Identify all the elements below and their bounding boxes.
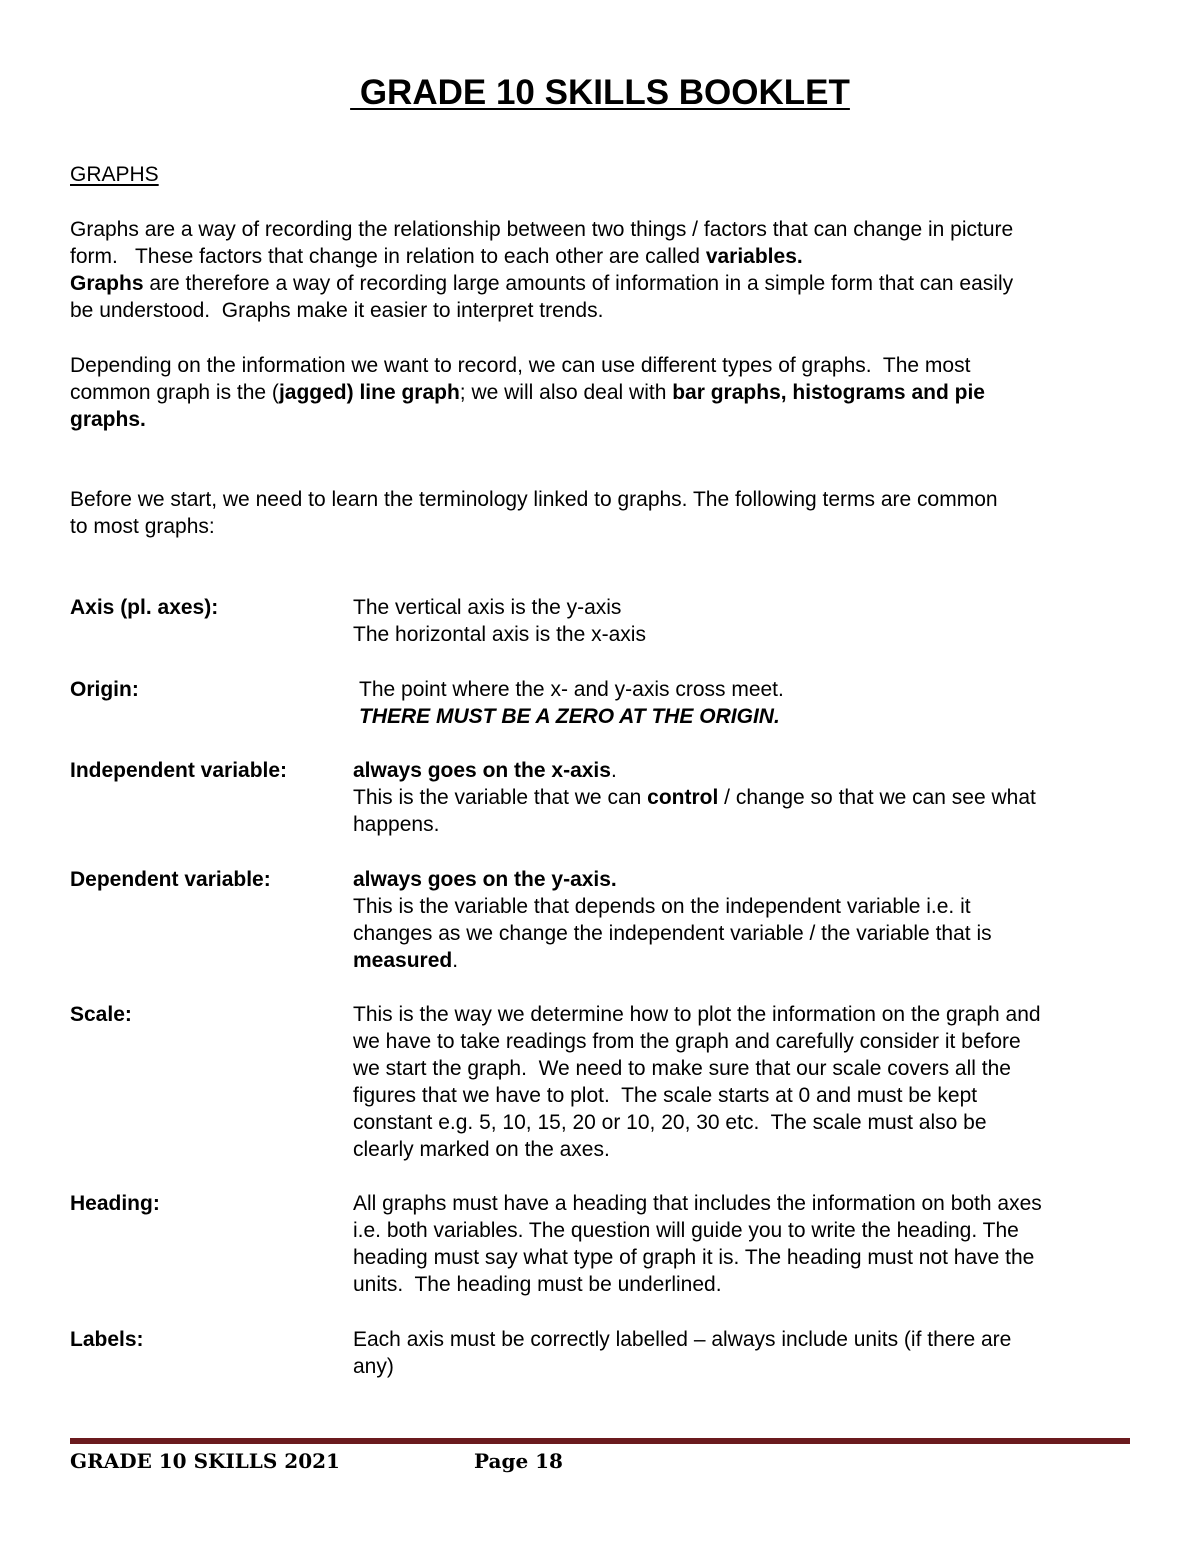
intro-p1-line2 [70,243,1150,270]
heading-line: heading must say what type of graph it is. The heading must not have the [353,1246,1035,1269]
scale-line: This is the way we determine how to plot the information on the graph and [353,1003,1041,1026]
intro-p3-line2-c: ; we will also deal with [459,381,673,404]
graphs-end-term: graphs. [70,408,146,431]
axis-line2: The horizontal axis is the x-axis [353,623,646,646]
term-origin: Origin: [70,678,139,701]
intro-p2-line1-text: are therefore a way of recording large amounts of information in a simple form that can easily [143,272,1014,295]
heading-line: i.e. both variables. The question will guide you to write the heading. The [353,1219,1019,1242]
term-labels: Labels: [70,1328,144,1351]
section-heading: GRAPHS [70,163,159,186]
footer-rule [70,1438,1130,1444]
variables-term: variables. [705,245,803,268]
dependent-line2: This is the variable that depends on the independent variable i.e. it [353,895,971,918]
intro-p2-line2: be understood. Graphs make it easier to interpret trends. [70,299,604,322]
term-axis: Axis (pl. axes): [70,596,219,619]
definition-independent-variable [353,757,1133,838]
definition-dependent-variable [353,866,1133,974]
intro-p2-line1 [70,270,1150,297]
intro-p4-line2: to most graphs: [70,515,215,538]
page-title: GRADE 10 SKILLS BOOKLET [350,73,850,112]
intro-paragraph-1 [70,216,1150,324]
intro-p3-line2-a: common graph is the ( [70,381,279,404]
independent-line1-rest: . [610,759,617,782]
independent-line2-post: / change so that we can see what [718,786,1036,809]
heading-line: All graphs must have a heading that includes the information on both axes [353,1192,1042,1215]
definition-heading [353,1190,1133,1298]
term-heading: Heading: [70,1192,160,1215]
measured-term: measured [353,949,453,972]
definition-scale [353,1001,1133,1163]
graph-types-term: bar graphs, histograms and pie [672,381,985,404]
scale-line: figures that we have to plot. The scale starts at 0 and must be kept [353,1084,978,1107]
labels-line: any) [353,1355,394,1378]
definition-origin [359,676,1139,730]
dependent-line3: changes as we change the independent variable / the variable that is [353,922,992,945]
control-term: control [647,786,719,809]
intro-p3-line1: Depending on the information we want to record, we can use different types of graphs. The most [70,354,971,377]
term-independent-variable: Independent variable: [70,759,288,782]
origin-line1: The point where the x- and y-axis cross meet. [359,678,784,701]
origin-line2: THERE MUST BE A ZERO AT THE ORIGIN. [359,705,780,728]
dependent-line1-bold: always goes on the y-axis. [353,868,617,891]
footer-page-number: Page 18 [474,1449,563,1473]
graphs-term: Graphs [70,272,144,295]
definition-labels [353,1326,1133,1380]
dependent-line1 [353,866,1133,893]
heading-line: units. The heading must be underlined. [353,1273,722,1296]
scale-line: constant e.g. 5, 10, 15, 20 or 10, 20, 30 etc. The scale must also be [353,1111,987,1134]
independent-line1-bold: always goes on the x-axis [353,759,611,782]
intro-paragraph-4 [70,486,1150,540]
independent-line3: happens. [353,813,440,836]
term-scale: Scale: [70,1003,132,1026]
intro-paragraph-3 [70,352,1150,433]
axis-line1: The vertical axis is the y-axis [353,596,622,619]
intro-p3-line3 [70,406,1150,433]
dependent-line4-rest: . [452,949,459,972]
intro-p4-line1: Before we start, we need to learn the terminology linked to graphs. The following terms are common [70,488,998,511]
intro-p3-line2 [70,379,1150,406]
scale-line: we have to take readings from the graph and carefully consider it before [353,1030,1021,1053]
term-dependent-variable: Dependent variable: [70,868,271,891]
labels-line: Each axis must be correctly labelled – always include units (if there are [353,1328,1012,1351]
dependent-line4 [353,947,1133,974]
intro-p1-line1: Graphs are a way of recording the relationship between two things / factors that can change in picture [70,218,1014,241]
jagged-line-graph-term: jagged) line graph [278,381,460,404]
intro-p1-line2-text: form. These factors that change in relation to each other are called [70,245,706,268]
scale-line: clearly marked on the axes. [353,1138,610,1161]
footer-booklet-name: GRADE 10 SKILLS 2021 [70,1449,340,1473]
independent-line2-pre: This is the variable that we can [353,786,648,809]
independent-line2 [353,784,1133,811]
independent-line1 [353,757,1133,784]
scale-line: we start the graph. We need to make sure that our scale covers all the [353,1057,1011,1080]
definition-axis [353,594,1133,648]
